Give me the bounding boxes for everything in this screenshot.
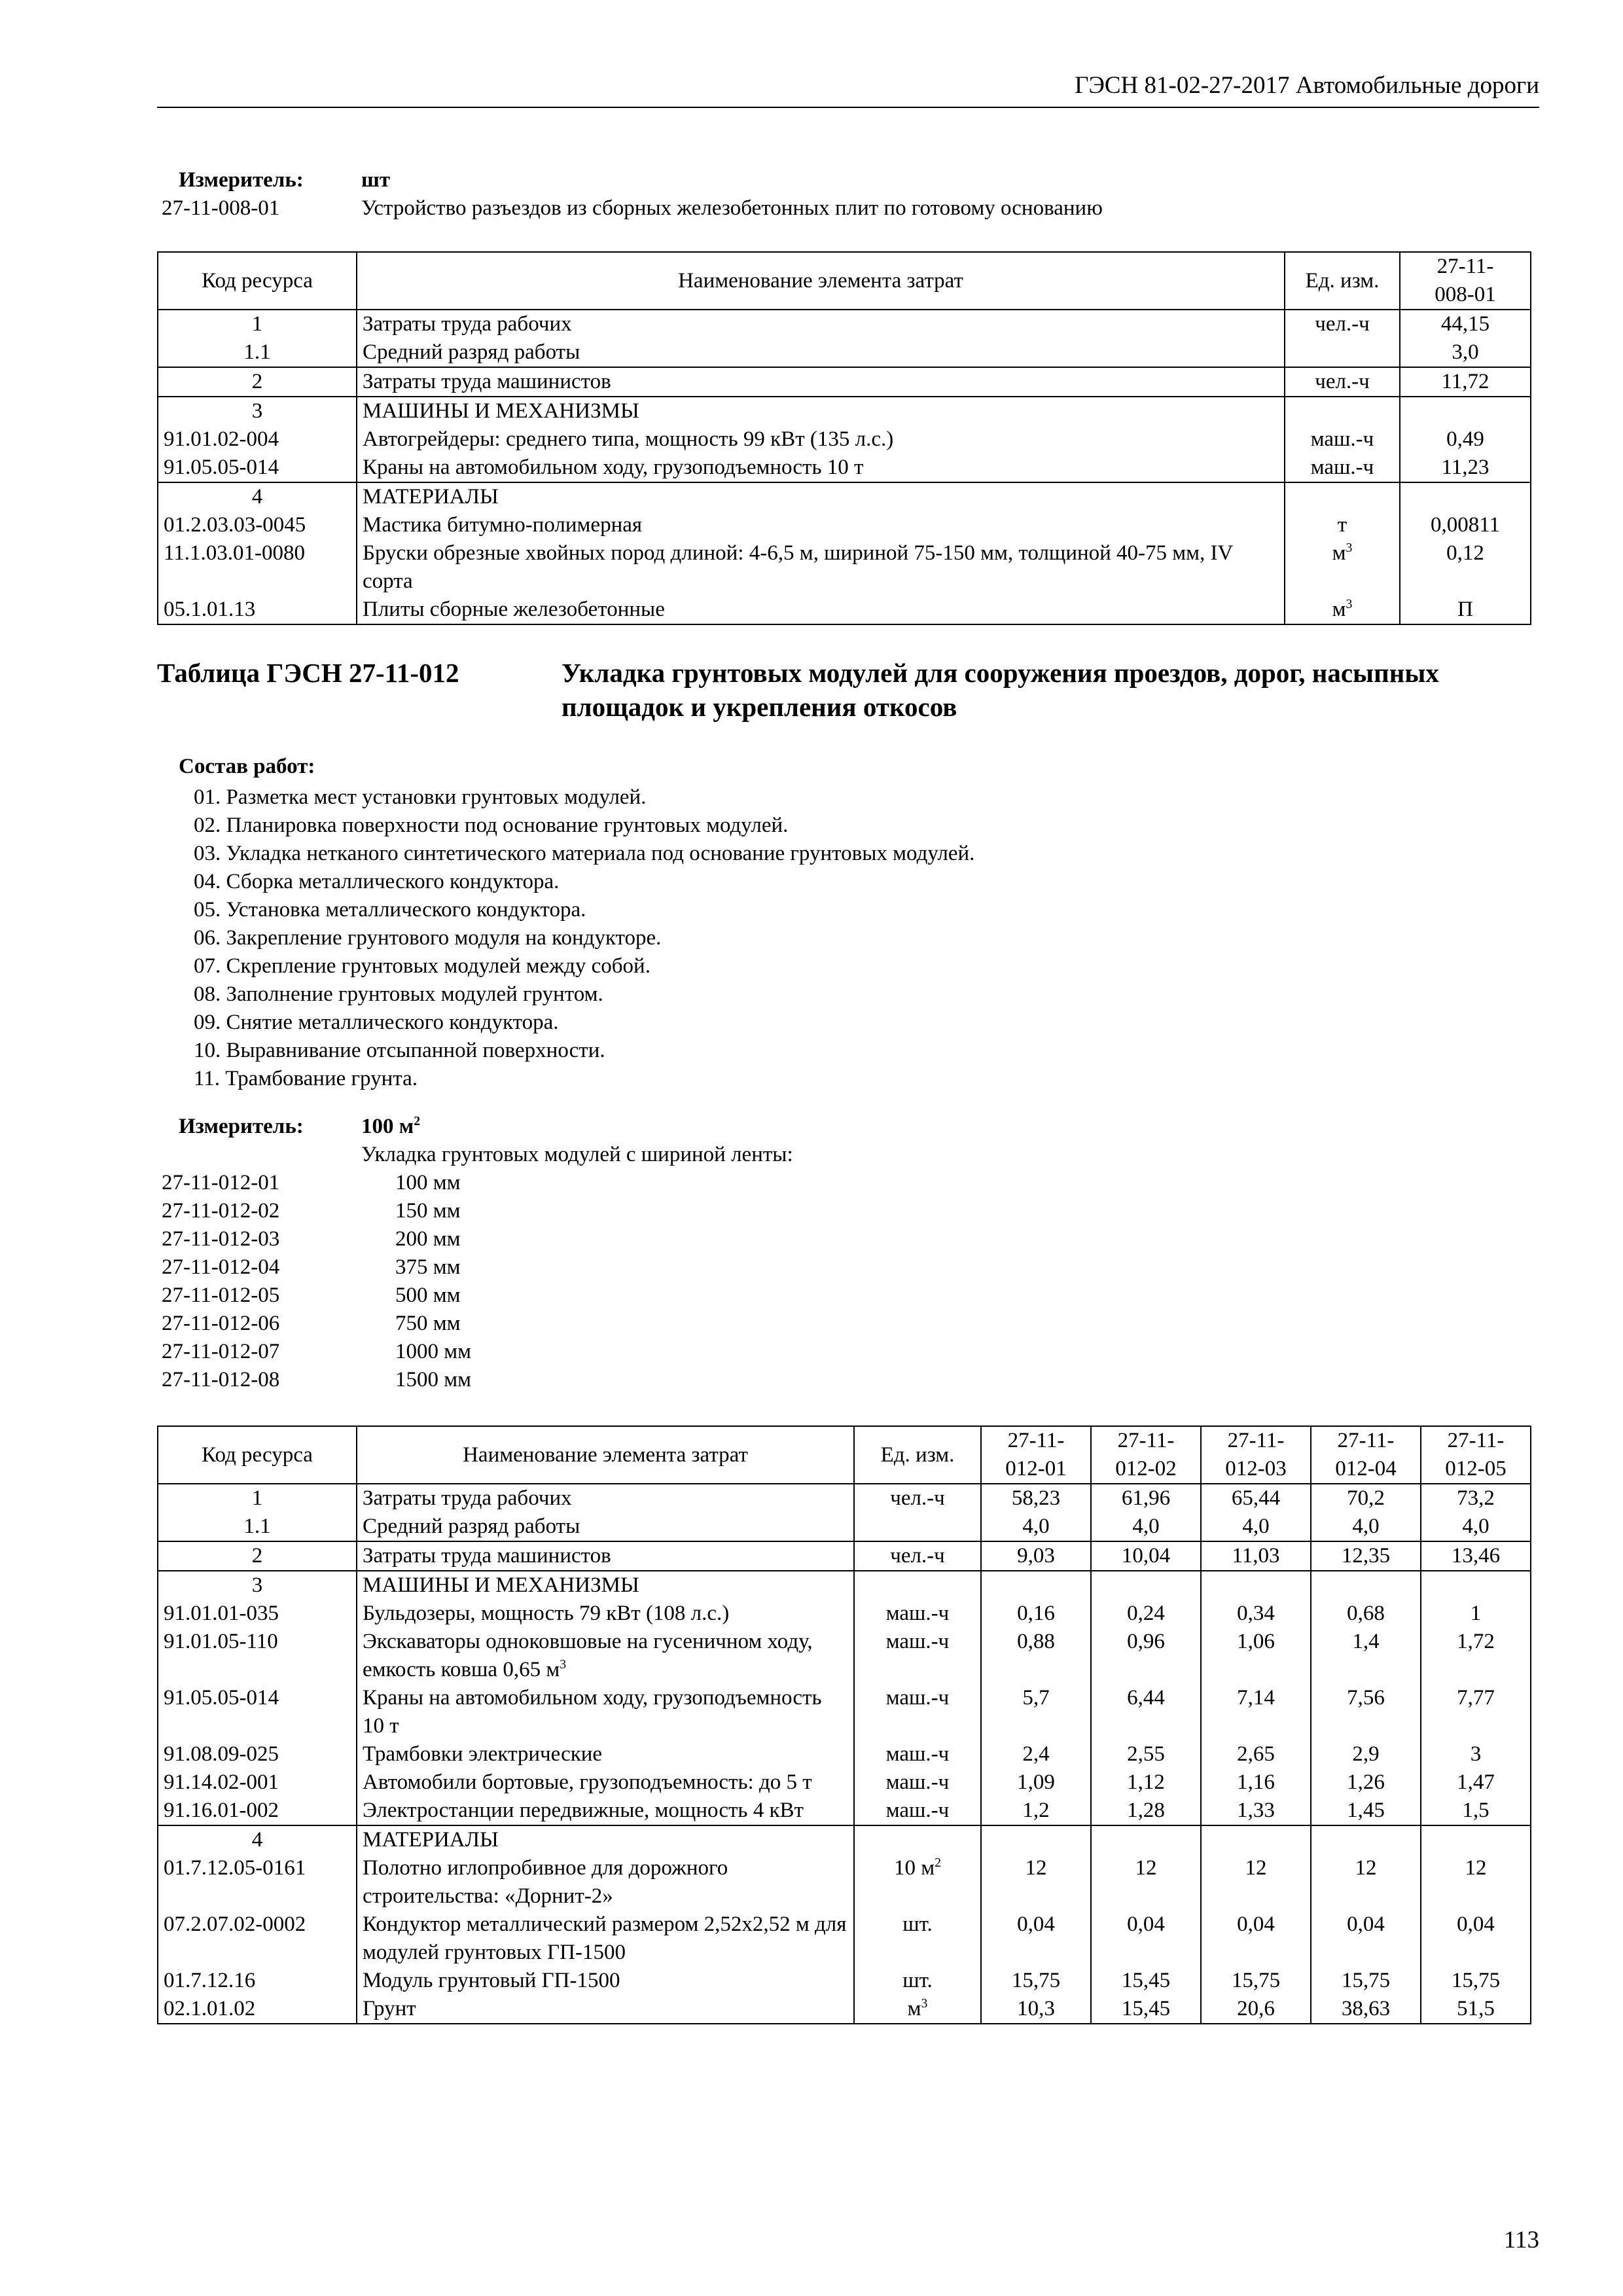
variant-code: 27-11-012-05 — [162, 1283, 280, 1307]
table-row: 1 Затраты труда рабочих чел.-ч 44,15 — [158, 310, 1531, 338]
header-norm-col: 27-11- 012-03 — [1201, 1426, 1311, 1484]
variant-code: 27-11-012-02 — [162, 1199, 280, 1223]
variant-value: 750 мм — [395, 1312, 461, 1335]
table-row: 4 МАТЕРИАЛЫ — [158, 482, 1531, 511]
norm-description: Устройство разъездов из сборных железобетонных плит по готовому основанию — [361, 196, 1103, 220]
table-row: 01.2.03.03-0045 Мастика битумно-полимерная т 0,00811 — [158, 511, 1531, 539]
header-code: Код ресурса — [158, 252, 357, 310]
measure-unit: 100 $м^2$ — [361, 1114, 421, 1138]
table-row: 91.14.02-001 Автомобили бортовые, грузоподъемность: до 5 т маш.-ч 1,09 1,12 1,16 1,26 1,47 — [158, 1768, 1531, 1797]
variants-values — [395, 1169, 471, 1394]
list-item: 01. Разметка мест установки грунтовых модулей. — [194, 785, 647, 809]
variant-code: 27-11-012-06 — [162, 1312, 280, 1335]
list-item: 07. Скрепление грунтовых модулей между собой. — [194, 954, 651, 978]
header-rule — [157, 107, 1539, 108]
header-name: Наименование элемента затрат — [357, 252, 1285, 310]
list-item: 04. Сборка металлического кондуктора. — [194, 870, 560, 893]
table-row: 1 Затраты труда рабочих чел.-ч 58,23 61,96 65,44 70,2 73,2 — [158, 1484, 1531, 1513]
document-header-title: ГЭСН 81-02-27-2017 Автомобильные дороги — [1075, 72, 1539, 99]
variant-value: 1000 мм — [395, 1340, 472, 1363]
table-row: 91.05.05-014 Краны на автомобильном ходу, грузоподъемность 10 т маш.-ч 11,23 — [158, 454, 1531, 482]
list-item: 09. Снятие металлического кондуктора. — [194, 1011, 559, 1034]
header-code: Код ресурса — [158, 1426, 357, 1484]
variant-value: 200 мм — [395, 1227, 461, 1251]
cost-table-1 — [157, 251, 1531, 625]
variants-intro: Укладка грунтовых модулей с шириной ленты: — [361, 1143, 793, 1166]
table-row: 4 МАТЕРИАЛЫ — [158, 1825, 1531, 1854]
variant-code: 27-11-012-07 — [162, 1340, 280, 1363]
table-row: 07.2.07.02-0002 Кондуктор металлический размером 2,52х2,52 м для модулей грунтовых ГП-1500 шт. 0,04 0,04 0,04 0,04 0,04 — [158, 1910, 1531, 1967]
table-row: 3 МАШИНЫ И МЕХАНИЗМЫ — [158, 397, 1531, 425]
variant-value: 100 мм — [395, 1171, 461, 1194]
measure-label: Измеритель: — [179, 168, 304, 192]
table-row: 1.1 Средний разряд работы 4,0 4,0 4,0 4,0 4,0 — [158, 1513, 1531, 1541]
table-row: 1.1 Средний разряд работы 3,0 — [158, 338, 1531, 367]
variants-codes — [162, 1169, 279, 1394]
table-code-heading: Таблица ГЭСН 27-11-012 — [157, 658, 459, 688]
header-unit: Ед. изм. — [854, 1426, 981, 1484]
header-unit: Ед. изм. — [1285, 252, 1400, 310]
header-norm-col: 27-11- 012-04 — [1311, 1426, 1421, 1484]
measure-label: Измеритель: — [179, 1115, 304, 1138]
list-item: 03. Укладка нетканого синтетического материала под основание грунтовых модулей. — [194, 842, 975, 865]
variant-value: 1500 мм — [395, 1368, 472, 1391]
norm-code: 27-11-008-01 — [162, 196, 280, 220]
variant-value: 375 мм — [395, 1255, 461, 1279]
list-item: 10. Выравнивание отсыпанной поверхности. — [194, 1039, 605, 1062]
table-title-heading: Укладка грунтовых модулей для сооружения проездов, дорог, насыпных площадок и укрепления откосов — [562, 658, 1439, 722]
table-row: 02.1.01.02 Грунт $м^3$ 10,3 15,45 20,6 38,63 51,5 — [158, 1995, 1531, 2024]
variant-code: 27-11-012-01 — [162, 1171, 280, 1194]
table-row: 91.16.01-002 Электростанции передвижные, мощность 4 кВт маш.-ч 1,2 1,28 1,33 1,45 1,5 — [158, 1797, 1531, 1825]
table-row: 91.01.05-110 Экскаваторы одноковшовые на гусеничном ходу, емкость ковша 0,65 $м^3$ маш.-ч 0,88 0,96 1,06 1,4 1,72 — [158, 1628, 1531, 1684]
table-row: 91.05.05-014 Краны на автомобильном ходу, грузоподъемность 10 т маш.-ч 5,7 6,44 7,14 7,56 7,77 — [158, 1684, 1531, 1740]
table-row: 2 Затраты труда машинистов чел.-ч 11,72 — [158, 367, 1531, 397]
work-composition-list — [194, 783, 974, 1093]
variant-code: 27-11-012-03 — [162, 1227, 280, 1251]
measure-unit: шт — [361, 168, 391, 192]
table-row: 91.08.09-025 Трамбовки электрические маш.-ч 2,4 2,55 2,65 2,9 3 — [158, 1740, 1531, 1768]
table-row: 2 Затраты труда машинистов чел.-ч 9,03 10,04 11,03 12,35 13,46 — [158, 1541, 1531, 1571]
list-item: 02. Планировка поверхности под основание грунтовых модулей. — [194, 814, 789, 837]
table-row: 11.1.03.01-0080 Бруски обрезные хвойных пород длиной: 4-6,5 м, шириной 75-150 мм, толщиной 40-75 мм, IV сорта $м^3$ 0,12 — [158, 539, 1531, 596]
table-row: 05.1.01.13 Плиты сборные железобетонные $м^3$ П — [158, 596, 1531, 624]
header-name: Наименование элемента затрат — [357, 1426, 854, 1484]
work-composition-label: Состав работ: — [179, 755, 315, 778]
table-row: 3 МАШИНЫ И МЕХАНИЗМЫ — [158, 1571, 1531, 1600]
list-item: 11. Трамбование грунта. — [194, 1067, 418, 1090]
table-row: 01.7.12.05-0161 Полотно иглопробивное для дорожного строительства: «Дорнит-2» 10 $м^2$ 12 12 12 12 12 — [158, 1854, 1531, 1910]
cost-table-2 — [157, 1426, 1531, 2024]
list-item: 05. Установка металлического кондуктора. — [194, 898, 586, 922]
header-norm-col: 27-11- 008-01 — [1400, 252, 1531, 310]
header-norm-col: 27-11- 012-01 — [981, 1426, 1091, 1484]
page-number: 113 — [1503, 2227, 1539, 2253]
list-item: 08. Заполнение грунтовых модулей грунтом. — [194, 982, 603, 1006]
variant-code: 27-11-012-08 — [162, 1368, 280, 1391]
table-row: 91.01.02-004 Автогрейдеры: среднего типа, мощность 99 кВт (135 л.с.) маш.-ч 0,49 — [158, 425, 1531, 454]
variant-value: 500 мм — [395, 1283, 461, 1307]
table-row: 91.01.01-035 Бульдозеры, мощность 79 кВт (108 л.с.) маш.-ч 0,16 0,24 0,34 0,68 1 — [158, 1600, 1531, 1628]
header-norm-col: 27-11- 012-05 — [1421, 1426, 1531, 1484]
variant-value: 150 мм — [395, 1199, 461, 1223]
header-norm-col: 27-11- 012-02 — [1091, 1426, 1201, 1484]
list-item: 06. Закрепление грунтового модуля на кондукторе. — [194, 926, 662, 950]
variant-code: 27-11-012-04 — [162, 1255, 280, 1279]
table-row: 01.7.12.16 Модуль грунтовый ГП-1500 шт. 15,75 15,45 15,75 15,75 15,75 — [158, 1967, 1531, 1995]
